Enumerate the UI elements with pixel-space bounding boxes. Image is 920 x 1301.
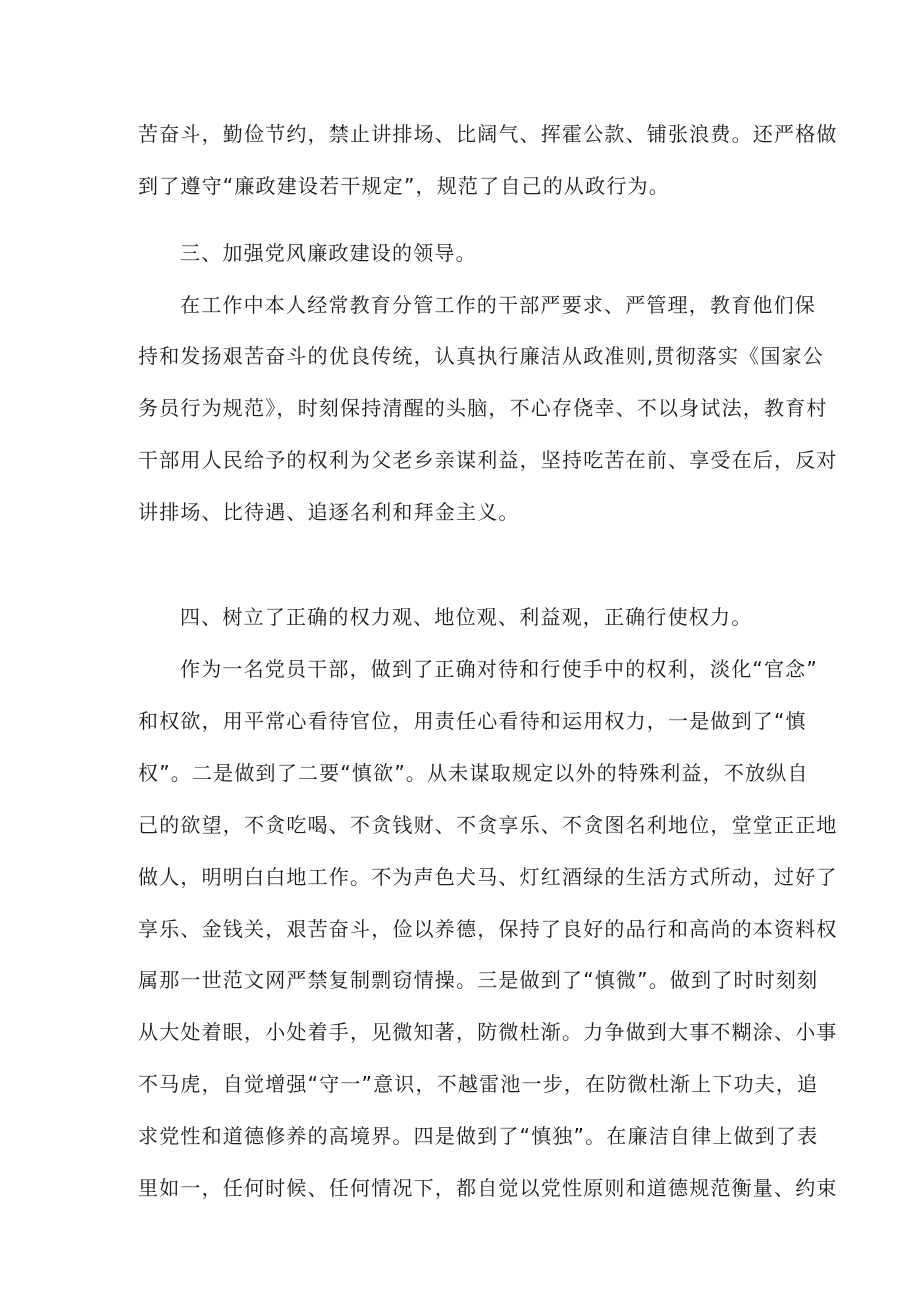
paragraph-line: 不马虎，自觉增强“守一”意识，不越雷池一步，在防微杜渐上下功夫，追 xyxy=(138,1072,819,1096)
paragraph-line: 和权欲，用平常心看待官位，用责任心看待和运用权力，一是做到了“慎 xyxy=(138,709,807,733)
paragraph-line: 讲排场、比待遇、追逐名利和拜金主义。 xyxy=(138,500,520,524)
section-heading-3: 三、加强党风廉政建设的领导。 xyxy=(180,241,477,265)
paragraph-line: 权”。二是做到了二要“慎欲”。从未谋取规定以外的特殊利益，不放纵自 xyxy=(138,761,809,785)
paragraph-line: 求党性和道德修养的高境界。四是做到了“慎独”。在廉洁自律上做到了表 xyxy=(138,1124,819,1148)
paragraph-line: 作为一名党员干部，做到了正确对待和行使手中的权利，淡化“官念” xyxy=(180,657,818,681)
section-heading-4: 四、树立了正确的权力观、地位观、利益观，正确行使权力。 xyxy=(180,605,753,629)
paragraph-line: 务员行为规范》，时刻保持清醒的头脑，不心存侥幸、不以身试法，教育村 xyxy=(138,396,828,420)
paragraph-line: 到了遵守“廉政建设若干规定”，规范了自己的从政行为。 xyxy=(138,174,670,198)
paragraph-line: 从大处着眼，小处着手，见微知著，防微杜渐。力争做到大事不糊涂、小事 xyxy=(138,1020,838,1044)
paragraph-line: 干部用人民给予的权利为父老乡亲谋利益，坚持吃苦在前、享受在后，反对 xyxy=(138,448,838,472)
paragraph-line: 己的欲望，不贪吃喝、不贪钱财、不贪享乐、不贪图名利地位，堂堂正正地 xyxy=(138,813,838,837)
paragraph-line: 享乐、金钱关，艰苦奋斗，俭以养德，保持了良好的品行和高尚的本资料权 xyxy=(138,917,838,941)
paragraph-line: 属那一世范文网严禁复制剽窃情操。三是做到了“慎微”。做到了时时刻刻 xyxy=(138,968,819,992)
paragraph-line: 在工作中本人经常教育分管工作的干部严要求、严管理，教育他们保 xyxy=(180,293,816,317)
paragraph-line: 里如一，任何时候、任何情况下，都自觉以党性原则和道德规范衡量、约束 xyxy=(138,1176,838,1200)
paragraph-line: 做人，明明白白地工作。不为声色犬马、灯红酒绿的生活方式所动，过好了 xyxy=(138,865,838,889)
paragraph-line: 苦奋斗，勤俭节约，禁止讲排场、比阔气、挥霍公款、铺张浪费。还严格做 xyxy=(138,122,838,146)
paragraph-line: 持和发扬艰苦奋斗的优良传统，认真执行廉洁从政准则,贯彻落实《国家公 xyxy=(138,344,824,368)
